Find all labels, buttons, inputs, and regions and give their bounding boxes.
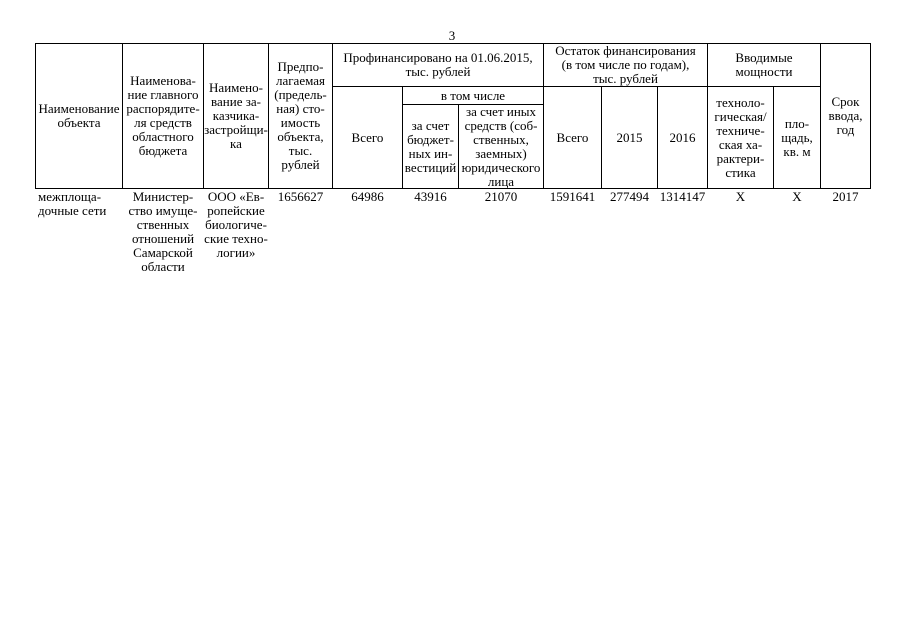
header-budget-investments: за счет бюджет- ных ин- вестиций: [402, 104, 459, 189]
cell-year-2016: 1314147: [659, 189, 706, 204]
cell-year-2015: 277494: [610, 189, 649, 204]
header-customer: Наимено- вание за- казчика- застройщи- ка: [203, 43, 269, 189]
cell-main-manager: Министер- ство имуще- ственных отношений Самарской области: [128, 189, 198, 274]
header-including: в том числе: [402, 86, 544, 105]
cell-object-name: межплоща- дочные сети: [38, 189, 107, 218]
header-capacity: Вводимые мощности: [707, 43, 821, 87]
cell-other-funds: 21070: [484, 189, 518, 204]
header-area: пло- щадь, кв. м: [773, 86, 821, 189]
header-financed: Профинансировано на 01.06.2015, тыс. рублей: [332, 43, 544, 87]
cell-remaining-total: 1591641: [549, 189, 596, 204]
cell-commissioning: 2017: [832, 189, 859, 204]
cell-customer: ООО «Ев- ропейские биологиче- ские техно- логии»: [204, 189, 268, 260]
header-year-2016: 2016: [657, 86, 708, 189]
header-remaining-total: Всего: [543, 86, 602, 189]
cell-area: Х: [792, 189, 802, 204]
header-tech-characteristic: техноло- гическая/ техниче- ская ха- рактери- стика: [707, 86, 774, 189]
header-remaining: Остаток финансирования (в том числе по годам), тыс. рублей: [543, 43, 708, 87]
page-number: 3: [448, 28, 456, 43]
cell-estimated-cost: 1656627: [277, 189, 324, 204]
cell-budget-investments: 43916: [414, 189, 447, 204]
header-estimated-cost: Предпо- лагаемая (предель- ная) сто- имость объекта, тыс. рублей: [268, 43, 333, 189]
header-year-2015: 2015: [601, 86, 658, 189]
header-main-manager: Наименова- ние главного распорядите- ля средств областного бюджета: [122, 43, 204, 189]
header-object-name: Наименование объекта: [35, 43, 123, 189]
header-commissioning: Срок ввода, год: [820, 43, 871, 189]
header-other-funds: за счет иных средств (соб- ственных, заемных) юридического лица: [458, 104, 544, 189]
header-financed-total: Всего: [332, 86, 403, 189]
cell-financed-total: 64986: [351, 189, 384, 204]
cell-tech-characteristic: Х: [735, 189, 746, 204]
